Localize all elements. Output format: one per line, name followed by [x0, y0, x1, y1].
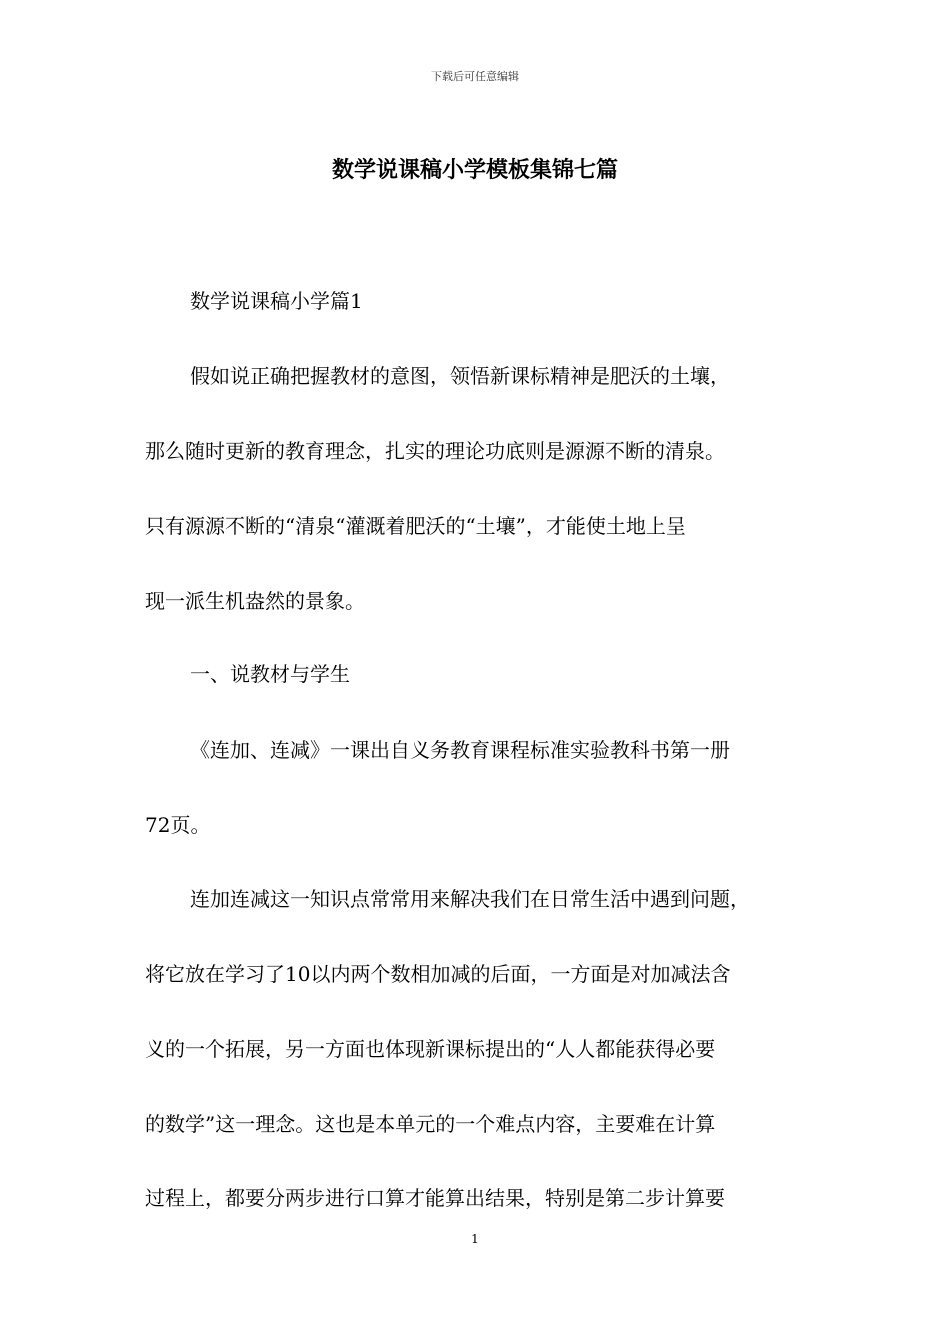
- paragraph-line: 的数学”这一理念。这也是本单元的一个难点内容，主要难在计算: [145, 1112, 716, 1136]
- paragraph-line: 连加连减这一知识点常常用来解决我们在日常生活中遇到问题，: [190, 887, 750, 911]
- paragraph-line: 将它放在学习了10以内两个数相加减的后面，一方面是对加减法含: [145, 962, 731, 986]
- paragraph-line: 那么随时更新的教育理念，扎实的理论功底则是源源不断的清泉。: [145, 439, 725, 463]
- document-title: 数学说课稿小学模板集锦七篇: [331, 158, 618, 183]
- paragraph-line: 72页。: [145, 813, 211, 837]
- paragraph-line: 义的一个拓展，另一方面也体现新课标提出的“人人都能获得必要: [145, 1037, 716, 1061]
- section-heading: 数学说课稿小学篇1: [190, 289, 363, 313]
- paragraph-line: 假如说正确把握教材的意图，领悟新课标精神是肥沃的土壤，: [190, 364, 730, 388]
- paragraph-line: 《连加、连减》一课出自义务教育课程标准实验教科书第一册: [190, 738, 730, 762]
- header-note: 下载后可任意编辑: [431, 70, 519, 83]
- page-number: 1: [471, 1232, 479, 1246]
- paragraph-line: 只有源源不断的“清泉“灌溉着肥沃的“土壤”，才能使土地上呈: [145, 514, 686, 538]
- paragraph-line: 现一派生机盎然的景象。: [145, 589, 365, 613]
- subsection-heading: 一、说教材与学生: [190, 662, 350, 686]
- paragraph-line: 过程上，都要分两步进行口算才能算出结果，特别是第二步计算要: [145, 1186, 725, 1210]
